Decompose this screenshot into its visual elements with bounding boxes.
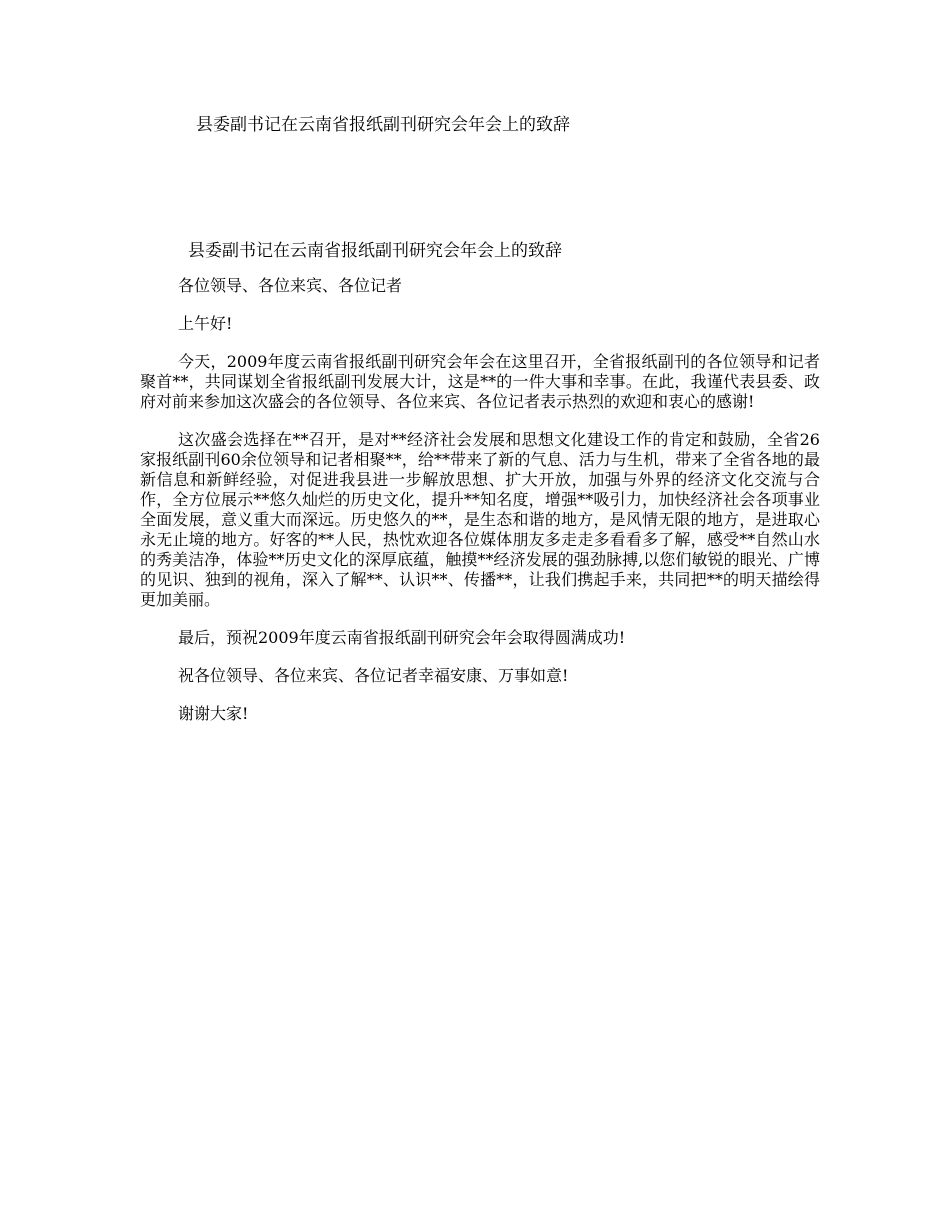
document-title: 县委副书记在云南省报纸副刊研究会年会上的致辞 — [188, 241, 562, 261]
significance-paragraph: 这次盛会选择在**召开，是对**经济社会发展和思想文化建设工作的肯定和鼓励，全省26家报纸副刊60余位领导和记者相聚**，给**带来了新的气息、活力与生机，带来了全省各地的最新信息和新鲜经验，对促进我县进一步解放思想、扩大开放，加强与外界的经济文化交流与合作，全方位展示**悠久灿烂的历史文化，提升**知名度，增强**吸引力，加快经济社会各项事业全面发展，意义重大而深远。历史悠久的**，是生态和谐的地方，是风情无限的地方，是进取心永无止境的地方。好客的**人民，热忱欢迎各位媒体朋友多走走多看看多了解，感受**自然山水的秀美洁净，体验**历史文化的深厚底蕴，触摸**经济发展的强劲脉搏,以您们敏锐的眼光、广博的见识、独到的视角，深入了解**、认识**、传播**，让我们携起手来，共同把**的明天描绘得更加美丽。 — [140, 430, 820, 609]
welcome-paragraph: 今天，2009年度云南省报纸副刊研究会年会在这里召开，全省报纸副刊的各位领导和记者聚首**，共同谋划全省报纸副刊发展大计，这是**的一件大事和幸事。在此，我谨代表县委、政府对前来参加这次盛会的各位领导、各位来宾、各位记者表示热烈的欢迎和衷心的感谢! — [140, 352, 820, 411]
greeting-paragraph: 上午好! — [178, 314, 233, 333]
document-body — [140, 240, 820, 742]
blessing-paragraph: 祝各位领导、各位来宾、各位记者幸福安康、万事如意! — [178, 666, 569, 685]
thanks-paragraph: 谢谢大家! — [178, 704, 249, 723]
document-header-title: 县委副书记在云南省报纸副刊研究会年会上的致辞 — [196, 115, 570, 135]
salutation-paragraph: 各位领导、各位来宾、各位记者 — [178, 276, 403, 295]
closing-wish-paragraph: 最后，预祝2009年度云南省报纸副刊研究会年会取得圆满成功! — [178, 628, 626, 647]
